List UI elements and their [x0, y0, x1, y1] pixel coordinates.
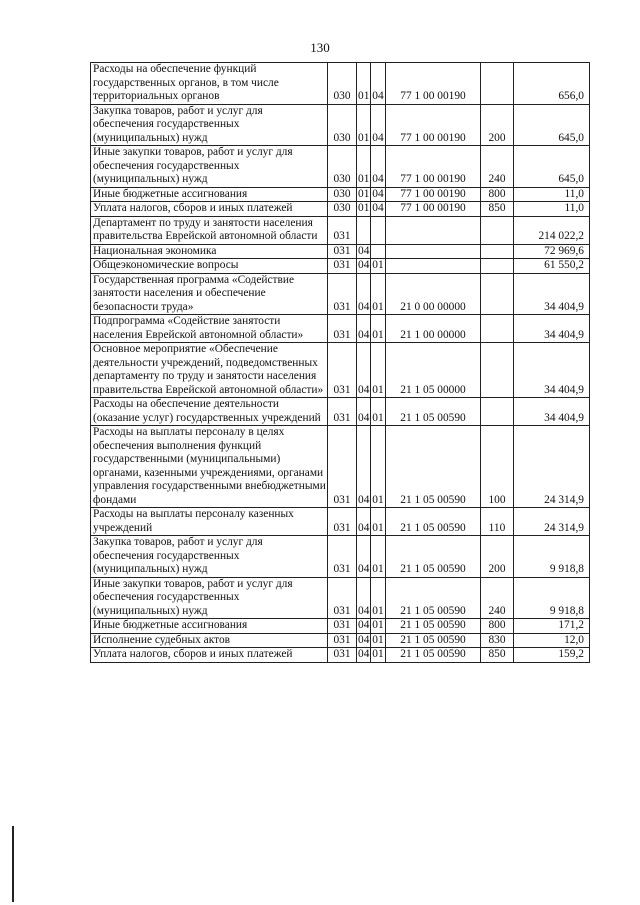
- admin-code: 031: [328, 633, 357, 648]
- subsection-code: 01: [371, 508, 386, 536]
- program-code: 77 1 00 00190: [386, 187, 481, 202]
- program-code: 21 1 05 00590: [386, 577, 481, 619]
- program-code: 21 1 05 00590: [386, 508, 481, 536]
- section-code: 01: [357, 146, 371, 188]
- admin-code: 031: [328, 398, 357, 426]
- amount: 34 404,9: [514, 343, 590, 398]
- admin-code: 031: [328, 577, 357, 619]
- expense-type-code: [481, 63, 514, 105]
- expense-type-code: [481, 216, 514, 244]
- row-name: Департамент по труду и занятости населения правительства Еврейской автономной области: [91, 216, 328, 244]
- amount: 171,2: [514, 619, 590, 634]
- table-row: [91, 315, 590, 343]
- program-code: [386, 259, 481, 274]
- program-code: 21 1 00 00000: [386, 315, 481, 343]
- expense-type-code: 200: [481, 536, 514, 578]
- amount: 11,0: [514, 187, 590, 202]
- program-code: 77 1 00 00190: [386, 63, 481, 105]
- section-code: 04: [357, 426, 371, 508]
- amount: 9 918,8: [514, 577, 590, 619]
- row-name: Иные закупки товаров, работ и услуг для обеспечения государственных (муниципальных) нужд: [91, 577, 328, 619]
- subsection-code: 01: [371, 426, 386, 508]
- admin-code: 030: [328, 187, 357, 202]
- program-code: 21 1 05 00000: [386, 343, 481, 398]
- expense-type-code: [481, 343, 514, 398]
- expense-type-code: [481, 398, 514, 426]
- subsection-code: [371, 244, 386, 259]
- table-row: [91, 202, 590, 217]
- subsection-code: 04: [371, 146, 386, 188]
- row-name: Иные бюджетные ассигнования: [91, 187, 328, 202]
- amount: 214 022,2: [514, 216, 590, 244]
- row-name: Государственная программа «Содействие занятости населения и обеспечение безопасности труда»: [91, 273, 328, 315]
- table-row: [91, 633, 590, 648]
- table-row: [91, 63, 590, 105]
- program-code: 77 1 00 00190: [386, 202, 481, 217]
- row-name: Расходы на выплаты персоналу казенных учреждений: [91, 508, 328, 536]
- expense-type-code: 800: [481, 187, 514, 202]
- amount: 656,0: [514, 63, 590, 105]
- row-name: Расходы на обеспечение деятельности (оказание услуг) государственных учреждений: [91, 398, 328, 426]
- subsection-code: 01: [372, 619, 384, 631]
- row-name: Основное мероприятие «Обеспечение деятельности учреждений, подведомственных департаменту по труду и занятости населения правительства Еврейской автономной области»: [91, 343, 328, 398]
- table-row: [91, 146, 590, 188]
- section-code: 04: [358, 648, 370, 660]
- subsection-code: 04: [371, 104, 386, 146]
- row-name: Подпрограмма «Содействие занятости населения Еврейской автономной области»: [91, 315, 328, 343]
- expense-type-code: 240: [481, 577, 514, 619]
- section-code: [357, 216, 371, 244]
- table-row: [91, 187, 590, 202]
- section-code: 01: [357, 104, 371, 146]
- expense-type-code: [481, 244, 514, 259]
- program-code: 77 1 00 00190: [386, 146, 481, 188]
- amount: 34 404,9: [514, 273, 590, 315]
- row-name: Расходы на обеспечение функций государственных органов, в том числе территориальных органов: [91, 63, 328, 105]
- admin-code: 031: [328, 315, 357, 343]
- section-code: 04: [357, 536, 371, 578]
- table-row: [91, 619, 590, 634]
- subsection-code: [371, 216, 386, 244]
- row-name: Общеэкономические вопросы: [91, 259, 328, 274]
- program-code: [386, 216, 481, 244]
- table-row: [91, 216, 590, 244]
- amount: 11,0: [514, 202, 590, 217]
- subsection-code: 01: [372, 648, 384, 660]
- row-name: Иные закупки товаров, работ и услуг для обеспечения государственных (муниципальных) нужд: [91, 146, 328, 188]
- amount: 645,0: [514, 104, 590, 146]
- subsection-code: 01: [371, 577, 386, 619]
- admin-code: 031: [328, 216, 357, 244]
- program-code: 21 1 05 00590: [386, 426, 481, 508]
- expense-type-code: [481, 259, 514, 274]
- amount: 24 314,9: [514, 426, 590, 508]
- admin-code: 030: [328, 202, 357, 217]
- amount: 72 969,6: [514, 244, 590, 259]
- admin-code: 031: [328, 259, 357, 274]
- amount: 34 404,9: [514, 315, 590, 343]
- section-code: 01: [357, 63, 371, 105]
- row-name: Национальная экономика: [91, 244, 328, 259]
- row-name: Иные бюджетные ассигнования: [91, 619, 328, 634]
- amount: 24 314,9: [514, 508, 590, 536]
- admin-code: 031: [328, 508, 357, 536]
- section-code: 04: [357, 508, 371, 536]
- subsection-code: 04: [371, 63, 386, 105]
- admin-code: 030: [328, 146, 357, 188]
- admin-code: 031: [328, 648, 357, 663]
- section-code: 04: [358, 244, 370, 257]
- admin-code: 031: [328, 244, 357, 259]
- expense-type-code: 830: [481, 633, 514, 648]
- expense-type-code: [481, 273, 514, 315]
- admin-code: 030: [328, 63, 357, 105]
- row-name: Уплата налогов, сборов и иных платежей: [91, 202, 328, 217]
- table-row: [91, 426, 590, 508]
- program-code: 21 0 00 00000: [386, 273, 481, 315]
- program-code: [386, 244, 481, 259]
- table-row: [91, 259, 590, 274]
- table-row: [91, 244, 590, 259]
- expense-type-code: 100: [481, 426, 514, 508]
- table-row: [91, 648, 590, 663]
- expense-type-code: 800: [481, 619, 514, 634]
- row-name: Закупка товаров, работ и услуг для обеспечения государственных (муниципальных) нужд: [91, 536, 328, 578]
- admin-code: 030: [328, 104, 357, 146]
- subsection-code: 01: [371, 343, 386, 398]
- row-name: Расходы на выплаты персоналу в целях обеспечения выполнения функций государственными (муниципальными) органами, казенными учреждениями, органами управления государственными внебюджетными фондами: [91, 426, 328, 508]
- admin-code: 031: [328, 536, 357, 578]
- amount: 159,2: [514, 648, 590, 663]
- amount: 34 404,9: [514, 398, 590, 426]
- section-code: 04: [358, 259, 370, 271]
- margin-mark: [12, 826, 14, 902]
- section-code: 04: [358, 633, 370, 646]
- table-row: [91, 508, 590, 536]
- expense-type-code: [481, 315, 514, 343]
- section-code: 04: [357, 577, 371, 619]
- subsection-code: 04: [372, 202, 384, 214]
- program-code: 21 1 05 00590: [386, 398, 481, 426]
- page-number: 130: [310, 40, 330, 55]
- expense-type-code: 240: [481, 146, 514, 188]
- program-code: 21 1 05 00590: [386, 536, 481, 578]
- budget-table: [90, 62, 590, 663]
- row-name: Закупка товаров, работ и услуг для обеспечения государственных (муниципальных) нужд: [91, 104, 328, 146]
- program-code: 21 1 05 00590: [386, 648, 481, 663]
- expense-type-code: 850: [481, 202, 514, 217]
- subsection-code: 01: [371, 315, 386, 343]
- admin-code: 031: [328, 273, 357, 315]
- program-code: 21 1 05 00590: [386, 633, 481, 648]
- section-code: 01: [358, 187, 370, 200]
- table-row: [91, 104, 590, 146]
- amount: 9 918,8: [514, 536, 590, 578]
- program-code: 77 1 00 00190: [386, 104, 481, 146]
- amount: 12,0: [514, 633, 590, 648]
- subsection-code: 04: [372, 187, 384, 200]
- subsection-code: 01: [371, 536, 386, 578]
- admin-code: 031: [328, 619, 357, 634]
- row-name: Уплата налогов, сборов и иных платежей: [91, 648, 328, 663]
- section-code: 04: [357, 273, 371, 315]
- section-code: 01: [358, 202, 370, 214]
- amount: 645,0: [514, 146, 590, 188]
- subsection-code: 01: [372, 259, 384, 271]
- admin-code: 031: [328, 343, 357, 398]
- subsection-code: 01: [371, 398, 386, 426]
- section-code: 04: [357, 398, 371, 426]
- table-row: [91, 343, 590, 398]
- section-code: 04: [357, 315, 371, 343]
- section-code: 04: [358, 619, 370, 631]
- table-row: [91, 398, 590, 426]
- amount: 61 550,2: [514, 259, 590, 274]
- subsection-code: 01: [372, 633, 384, 646]
- table-row: [91, 536, 590, 578]
- row-name: Исполнение судебных актов: [91, 633, 328, 648]
- table-row: [91, 577, 590, 619]
- expense-type-code: 110: [481, 508, 514, 536]
- expense-type-code: 200: [481, 104, 514, 146]
- table-row: [91, 273, 590, 315]
- program-code: 21 1 05 00590: [386, 619, 481, 634]
- subsection-code: 01: [371, 273, 386, 315]
- expense-type-code: 850: [481, 648, 514, 663]
- admin-code: 031: [328, 426, 357, 508]
- section-code: 04: [357, 343, 371, 398]
